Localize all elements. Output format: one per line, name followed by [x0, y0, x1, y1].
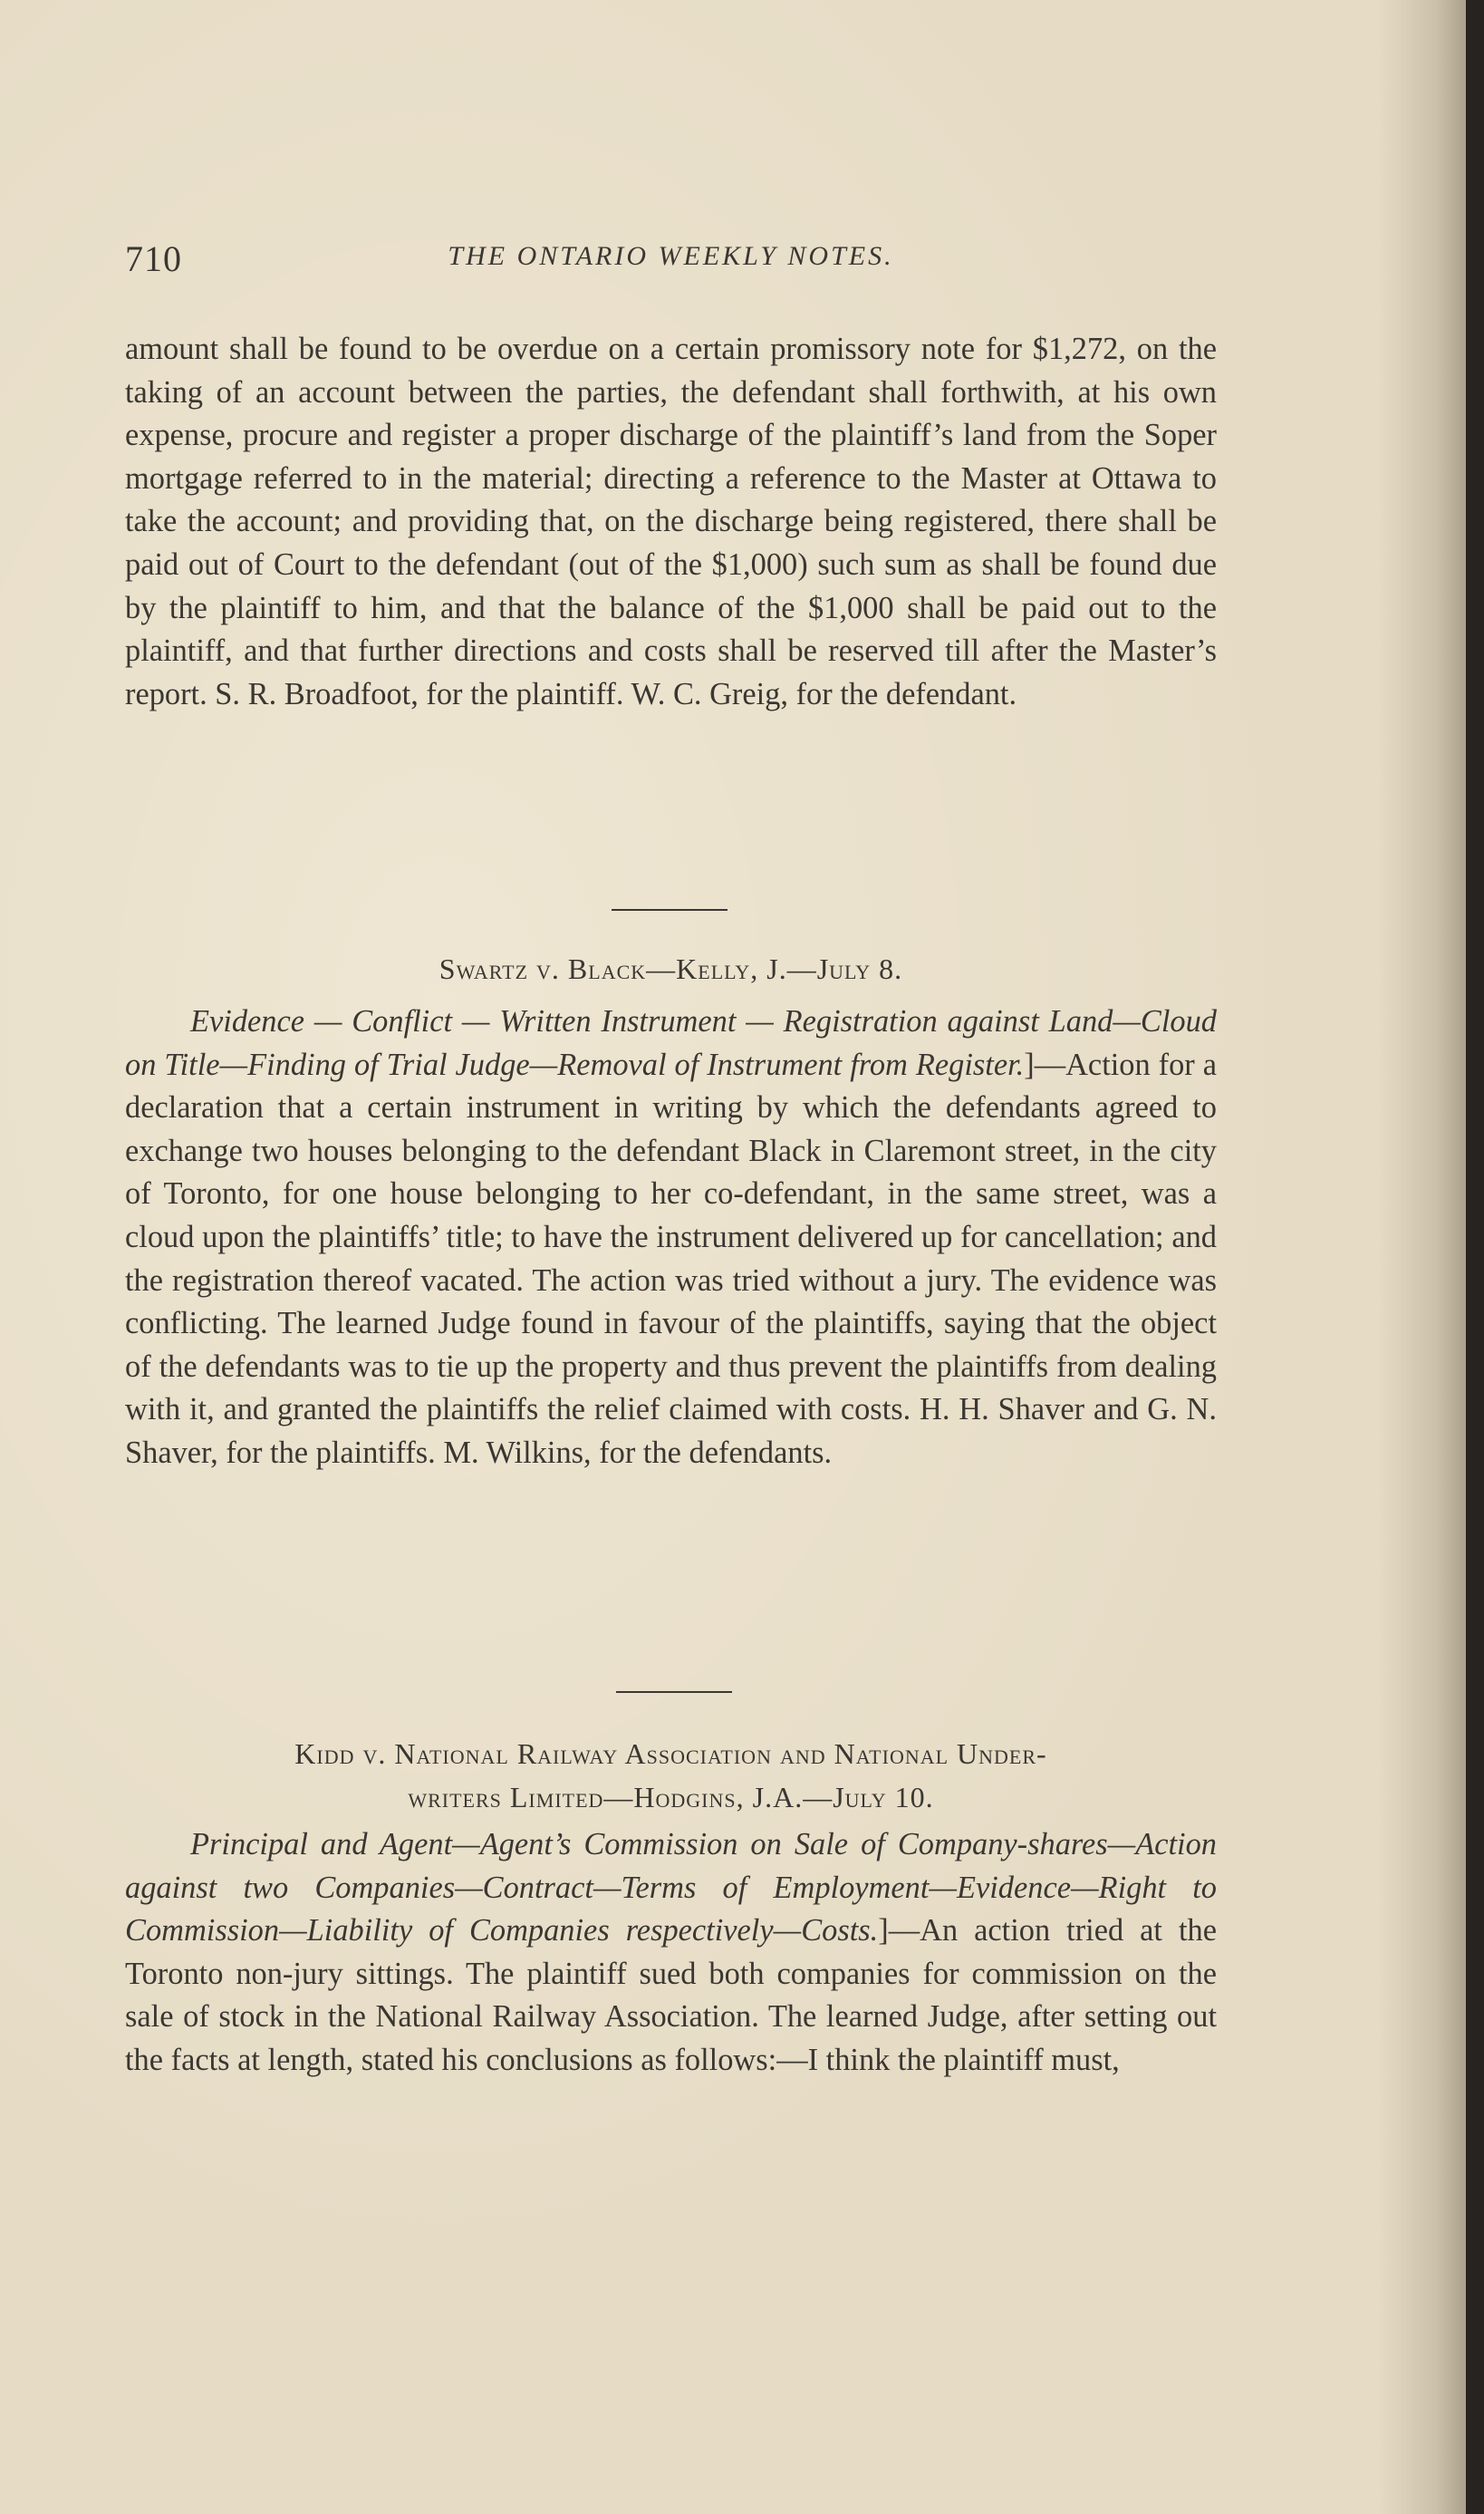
case-title-kidd-v-national-railway [125, 1733, 1217, 1819]
running-title: THE ONTARIO WEEKLY NOTES. [448, 241, 894, 271]
catchwords: Evidence — Conflict — Written Instrument — Registration against Land—Cloud on Title—Finding of Trial Judge—Removal of Instrument from Register. [125, 1004, 1217, 1082]
section-divider [612, 909, 728, 911]
page-header [125, 237, 1217, 292]
page-number: 710 [125, 238, 182, 279]
case-title-line: Kidd v. National Railway Association and National Under- [294, 1737, 1047, 1770]
section-divider [616, 1691, 732, 1693]
case-paragraph-kidd-v-national-railway [125, 1823, 1217, 2083]
case-paragraph-swartz-v-black [125, 1001, 1217, 1475]
continuation-text: amount shall be found to be overdue on a certain promissory note for $1,272, on the taking of an account between the parties, the defendant shall forthwith, at his own expense, procure and register a proper discharge of the plaintiff’s land from the Soper mortgage referred to in the material; directing a reference to the Master at Ottawa to take the account; and providing that, on the discharge being registered, there shall be paid out of Court to the defendant (out of the $1,000) such sum as shall be found due by the plaintiff to him, and that the balance of the $1,000 shall be paid out to the plaintiff, and that further directions and costs shall be reserved till after the Master’s report. S. R. Broadfoot, for the plaintiff. W. C. Greig, for the defendant. [125, 332, 1217, 711]
case-title-swartz-v-black: Swartz v. Black—Kelly, J.—July 8. [438, 952, 903, 985]
case-body: ]—An action tried at the Toronto non-jury sittings. The plaintiff sued both companies for commission on the sale of stock in the National Railway Association. The learned Judge, after setting out the facts at length, stated his conclusions as follows:—I think the plaintiff must, [125, 1913, 1217, 2077]
case-body: ]—Action for a declaration that a certain instrument in writing by which the defendants agreed to exchange two houses belonging to the defendant Black in Claremont street, in the city of Toronto, for one house belonging to her co-defendant, in the same street, was a cloud upon the plaintiffs’ title; to have the instrument delivered up for cancellation; and the registration thereof vacated. The action was tried without a jury. The evidence was conflicting. The learned Judge found in favour of the plaintiffs, saying that the object of the defendants was to tie up the property and thus prevent the plaintiffs from dealing with it, and granted the plaintiffs the relief claimed with costs. H. H. Shaver and G. N. Shaver, for the plaintiffs. M. Wilkins, for the defendants. [125, 1047, 1217, 1470]
catchwords: Principal and Agent—Agent’s Commission on Sale of Company-shares—Action against two Companies—Contract—Terms of Employment—Evidence—Right to Commission—Liability of Companies respectively—Costs. [125, 1827, 1217, 1948]
case-title-line: writers Limited—Hodgins, J.A.—July 10. [408, 1780, 934, 1813]
continuation-paragraph [125, 328, 1217, 716]
